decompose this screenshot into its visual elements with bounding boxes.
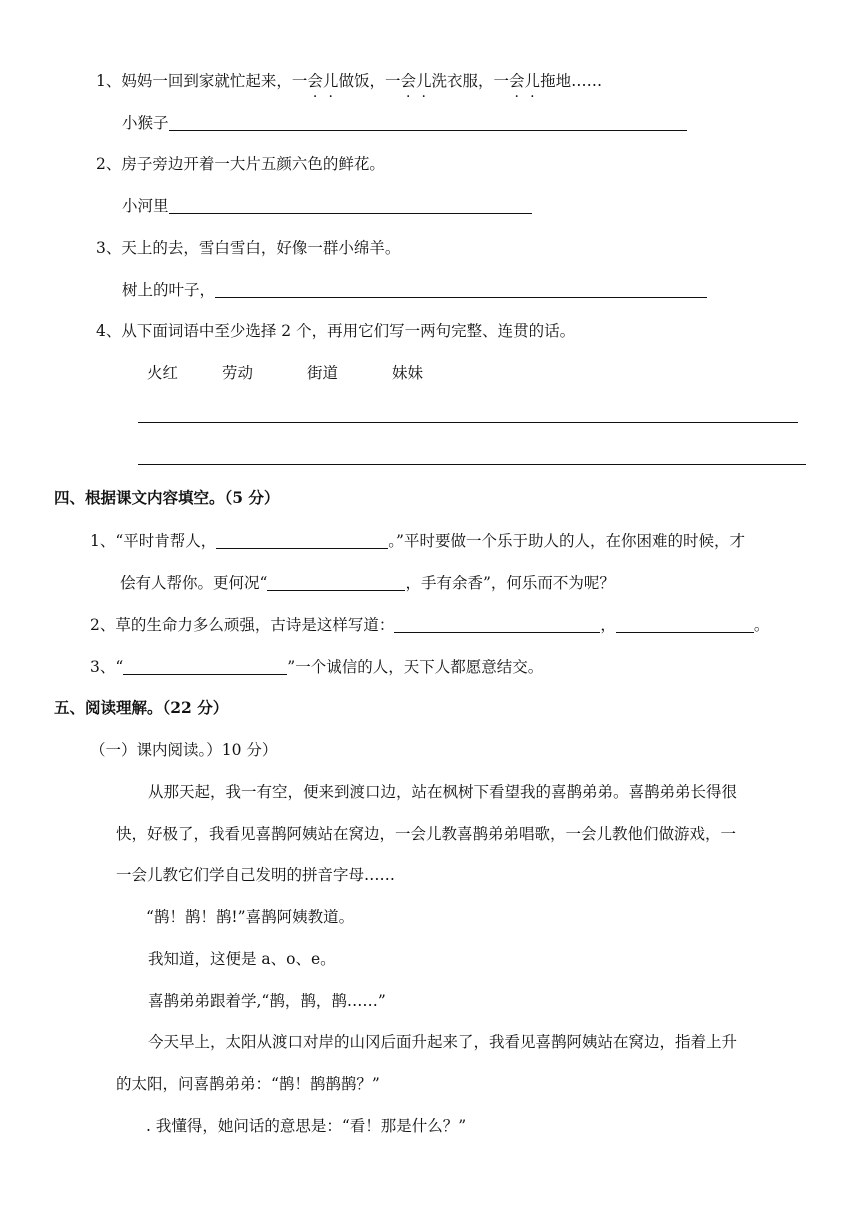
answer-blank[interactable]: [215, 281, 707, 298]
subsection-heading: （一）课内阅读。）10 分）: [90, 741, 278, 759]
passage-line: 快，好极了，我看见喜鹊阿姨站在窝边，一会儿教喜鹊弟弟唱歌，一会儿教他们做游戏，一: [116, 825, 737, 843]
answer-blank[interactable]: [616, 616, 754, 633]
passage-line: 我知道，这便是 a、o、e。: [148, 950, 336, 968]
section-4-question-2: 2、草的生命力多么顽强，古诗是这样写道： ， 。: [90, 616, 770, 634]
emphasis-char: 会: [509, 72, 525, 90]
question-number: 1、: [96, 72, 122, 90]
passage-line: 从那天起，我一有空，便来到渡口边，站在枫树下看望我的喜鹊弟弟。喜鹊弟弟长得很: [148, 783, 738, 801]
section-5-heading: 五、阅读理解。（22 分）: [54, 698, 229, 717]
word-item: 街道: [307, 364, 339, 382]
writing-line[interactable]: [138, 464, 806, 465]
passage-line: 的太阳，问喜鹊弟弟：“鹊！鹊鹊鹊？”: [116, 1075, 380, 1093]
passage-line: 喜鹊弟弟跟着学,“鹊，鹊，鹊……”: [148, 992, 386, 1010]
word-item: 妹妹: [392, 364, 424, 382]
emphasis-char: 儿: [322, 72, 339, 90]
passage-line: . 我懂得，她问话的意思是：“看！那是什么？”: [146, 1117, 467, 1135]
answer-blank[interactable]: [216, 532, 388, 549]
passage-line: 今天早上，太阳从渡口对岸的山冈后面升起来了，我看见喜鹊阿姨站在窝边，指着上升: [148, 1033, 738, 1051]
answer-blank[interactable]: [169, 197, 532, 214]
section-4-heading: 四、根据课文内容填空。（5 分）: [54, 488, 280, 507]
emphasis-char: 儿: [415, 72, 432, 90]
passage-line: “鹊！鹊！鹊!”喜鹊阿姨教道。: [146, 908, 355, 926]
answer-blank[interactable]: [267, 574, 405, 591]
question-1-sentence: 1、妈妈一回到家就忙起来，一会儿做饭，一会儿洗衣服，一会儿拖地……: [96, 72, 603, 90]
question-3-sentence: 3、天上的去，雪白雪白，好像一群小绵羊。: [96, 239, 401, 257]
question-2-prompt: 小河里: [122, 195, 532, 217]
emphasis-char: 会: [307, 72, 323, 90]
emphasis-char: 会: [400, 72, 416, 90]
question-1-prompt: 小猴子: [122, 112, 687, 134]
answer-blank[interactable]: [123, 658, 287, 675]
emphasis-char: 儿: [524, 72, 541, 90]
passage-line: 一会儿教它们学自己发明的拼音字母……: [116, 866, 396, 884]
question-2-sentence: 2、房子旁边开着一大片五颜六色的鲜花。: [96, 155, 385, 173]
section-4-question-1: 1、“平时肯帮人， 。”平时要做一个乐于助人的人，在你困难的时候，才: [90, 532, 745, 550]
word-item: 劳动: [222, 364, 254, 382]
word-item: 火红: [147, 364, 179, 382]
section-4-question-1-cont: 侩有人帮你。更何况“ ，手有余香”，何乐而不为呢？: [120, 574, 615, 592]
answer-blank[interactable]: [169, 114, 687, 131]
question-4-sentence: 4、从下面词语中至少选择 2 个，再用它们写一两句完整、连贯的话。: [96, 322, 576, 340]
writing-line[interactable]: [138, 422, 798, 423]
answer-blank[interactable]: [394, 616, 600, 633]
section-4-question-3: 3、“ ”一个诚信的人，天下人都愿意结交。: [90, 658, 544, 676]
word-list: [147, 362, 423, 384]
question-3-prompt: 树上的叶子，: [122, 279, 707, 301]
